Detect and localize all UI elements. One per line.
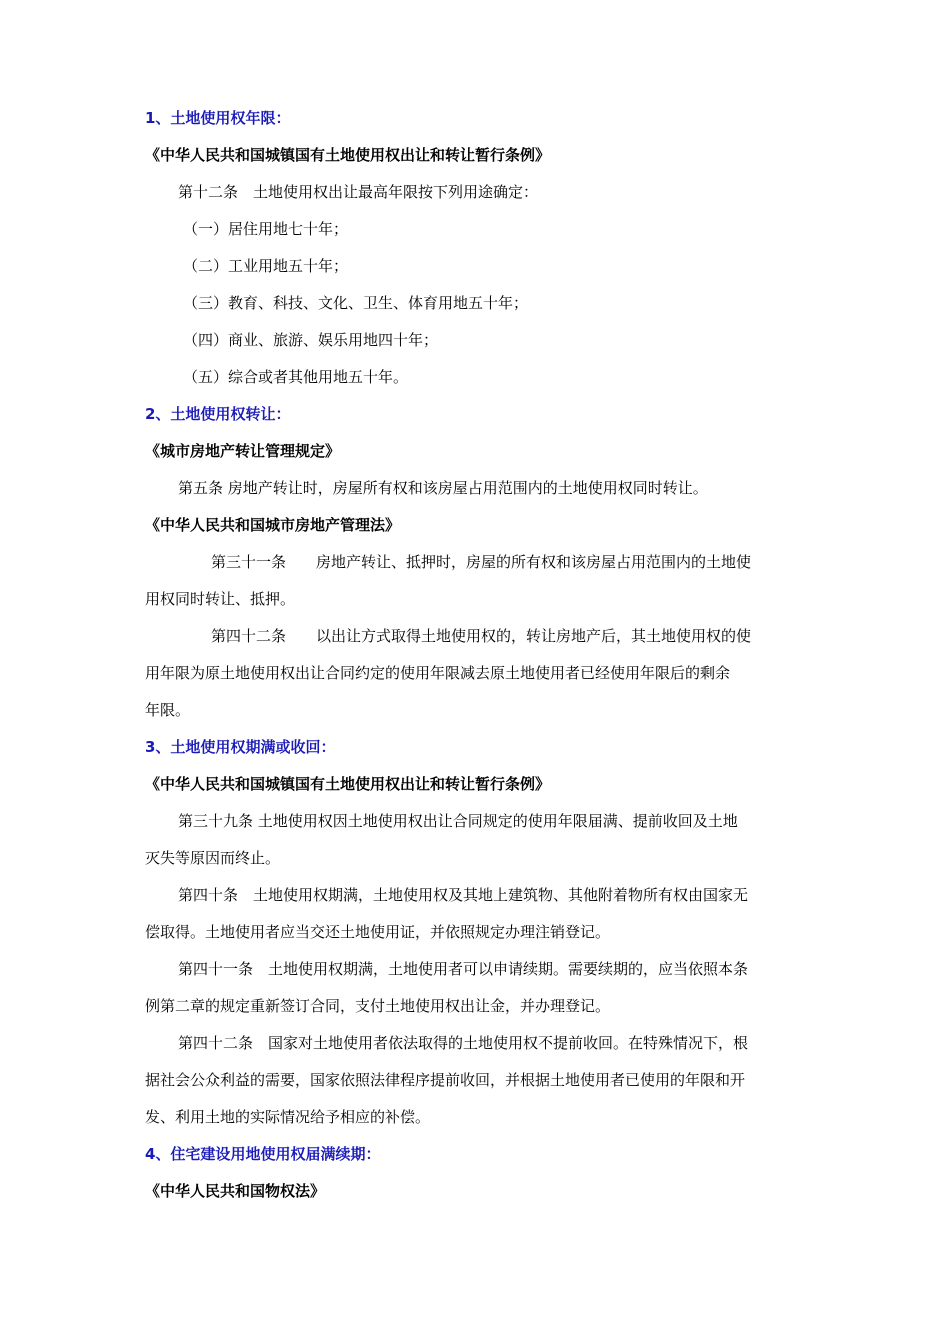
article-text: 第四十二条 国家对土地使用者依法取得的土地使用权不提前收回。在特殊情况下，根	[178, 1034, 749, 1052]
article-text: 第四十一条 土地使用权期满，土地使用者可以申请续期。需要续期的，应当依照本条	[178, 960, 749, 978]
article-text: 第三十九条 土地使用权因土地使用权出让合同规定的使用年限届满、提前收回及土地	[178, 812, 738, 830]
article-text-continued: 年限。	[145, 701, 191, 719]
law-title: 《中华人民共和国城镇国有土地使用权出让和转让暂行条例》	[145, 775, 551, 793]
section-heading-2: 2、土地使用权转让：	[145, 405, 291, 423]
section-heading-1: 1、土地使用权年限：	[145, 109, 291, 127]
article-text: 第五条 房地产转让时，房屋所有权和该房屋占用范围内的土地使用权同时转让。	[178, 479, 708, 497]
list-item: （五）综合或者其他用地五十年。	[183, 368, 409, 386]
article-text-continued: 发、利用土地的实际情况给予相应的补偿。	[145, 1108, 431, 1126]
article-text: 第十二条 土地使用权出让最高年限按下列用途确定：	[178, 183, 539, 201]
article-text: 第四十二条 以出让方式取得土地使用权的，转让房地产后，其土地使用权的使	[211, 627, 752, 645]
article-text-continued: 据社会公众利益的需要，国家依照法律程序提前收回，并根据土地使用者已使用的年限和开	[145, 1071, 746, 1089]
article-text-continued: 用年限为原土地使用权出让合同约定的使用年限减去原土地使用者已经使用年限后的剩余	[145, 664, 731, 682]
law-title: 《中华人民共和国物权法》	[145, 1182, 326, 1200]
article-text: 第四十条 土地使用权期满，土地使用权及其地上建筑物、其他附着物所有权由国家无	[178, 886, 749, 904]
article-text-continued: 用权同时转让、抵押。	[145, 590, 296, 608]
list-item: （二）工业用地五十年；	[183, 257, 349, 275]
article-text: 第三十一条 房地产转让、抵押时，房屋的所有权和该房屋占用范围内的土地使	[211, 553, 752, 571]
list-item: （三）教育、科技、文化、卫生、体育用地五十年；	[183, 294, 529, 312]
law-title: 《中华人民共和国城市房地产管理法》	[145, 516, 401, 534]
article-text-continued: 偿取得。土地使用者应当交还土地使用证，并依照规定办理注销登记。	[145, 923, 611, 941]
list-item: （四）商业、旅游、娱乐用地四十年；	[183, 331, 439, 349]
list-item: （一）居住用地七十年；	[183, 220, 349, 238]
section-heading-4: 4、住宅建设用地使用权届满续期：	[145, 1145, 381, 1163]
section-heading-3: 3、土地使用权期满或收回：	[145, 738, 336, 756]
article-text-continued: 灭失等原因而终止。	[145, 849, 281, 867]
law-title: 《中华人民共和国城镇国有土地使用权出让和转让暂行条例》	[145, 146, 551, 164]
document-page	[145, 100, 810, 1210]
law-title: 《城市房地产转让管理规定》	[145, 442, 341, 460]
article-text-continued: 例第二章的规定重新签订合同，支付土地使用权出让金，并办理登记。	[145, 997, 611, 1015]
